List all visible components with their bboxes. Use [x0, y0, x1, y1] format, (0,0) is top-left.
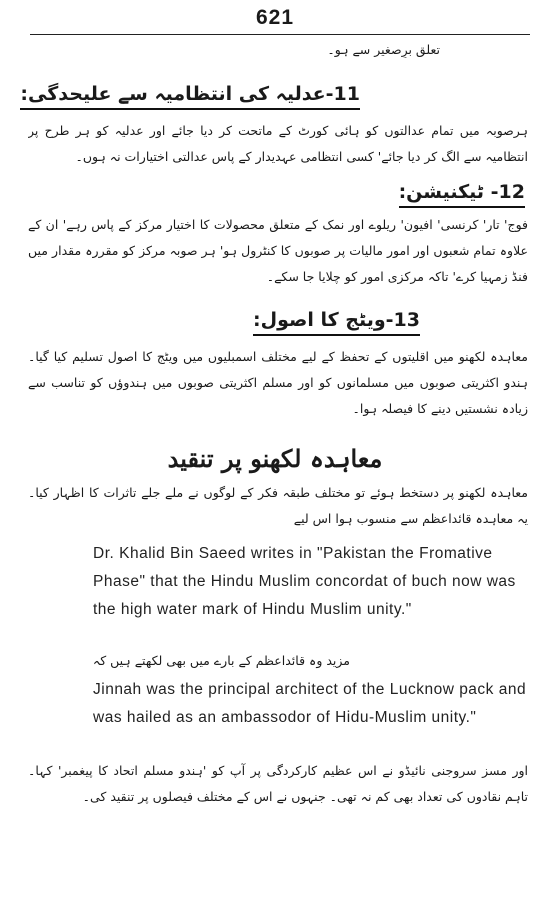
critique-title: معاہدہ لکھنو پر تنقید — [167, 444, 383, 473]
critique-intro: معاہدہ لکھنو پر دستخط ہوئے تو مختلف طبقہ فکر کے لوگوں نے ملے جلے تاثرات کا اظہار کیا۔ یہ معاہدہ قائداعظم سے منسوب ہوا اس لیے — [28, 485, 528, 526]
closing-text: اور مسز سروجنی نائیڈو نے اس عظیم کارکردگی پر آپ کو 'ہندو مسلم اتحاد کا پیغمبر' کہا۔ تاہم نقادوں کی تعداد بھی کم نہ تھی۔ جنہوں نے اس کے مختلف فیصلوں پر تنقید کی۔ — [28, 763, 528, 804]
bridge-text: مزید وہ قائداعظم کے بارے میں بھی لکھتے ہیں کہ — [92, 653, 350, 668]
quote-khalid-bin-saeed — [93, 540, 533, 624]
section-12-text: فوج' تار' کرنسی' افیون' ریلوے اور نمک کے متعلق محصولات کا اختیار مرکز کے پاس رہے' ان کے علاوہ تمام شعبوں اور امور مالیات پر صوبوں کا کنٹرول ہو' ہر صوبہ مرکز کو مقررہ مقدار میں فنڈ زمہیا کرے' تاکہ مرکزی امور کو چلایا جا سکے۔ — [28, 217, 528, 284]
quote-2-text: Jinnah was the principal architect of the Lucknow pack and was hailed as an ambassodor of Hidu-Muslim unity." — [93, 681, 527, 726]
section-13-heading: 13-ویٹج کا اصول: — [253, 308, 420, 336]
header-rule — [30, 34, 530, 35]
top-note: تعلق برِصغیر سے ہو۔ — [327, 42, 440, 57]
section-12-heading: 12- ٹیکنیشن: — [399, 180, 525, 208]
section-13-text: معاہدہ لکھنو میں اقلیتوں کے تحفظ کے لیے مختلف اسمبلیوں میں ویٹج کا اصول تسلیم کیا گیا۔ ہندو اکثریتی صوبوں میں مسلمانوں کو اور مسلم اکثریتی صوبوں میں ہندوؤں کو تناسب سے زیادہ نشستیں دینے کا فیصلہ ہوا۔ — [28, 349, 528, 416]
quote-jinnah — [93, 676, 533, 732]
section-11-heading: 11-عدلیہ کی انتظامیہ سے علیحدگی: — [20, 82, 360, 110]
quote-1-text: Dr. Khalid Bin Saeed writes in "Pakistan the Fromative Phase" that the Hindu Muslim concordat of buch now was the high water mark of Hindu Muslim unity." — [93, 545, 516, 618]
section-11-text: ہرصوبہ میں تمام عدالتوں کو ہائی کورٹ کے ماتحت کر دیا جائے اور عدلیہ کو ہر طرح پر انتظامیہ سے الگ کر دیا جائے' کسی انتظامی عہدیدار کے پاس عدالتی اختیارات نہ ہوں۔ — [28, 123, 528, 164]
page-number: 621 — [255, 6, 295, 29]
